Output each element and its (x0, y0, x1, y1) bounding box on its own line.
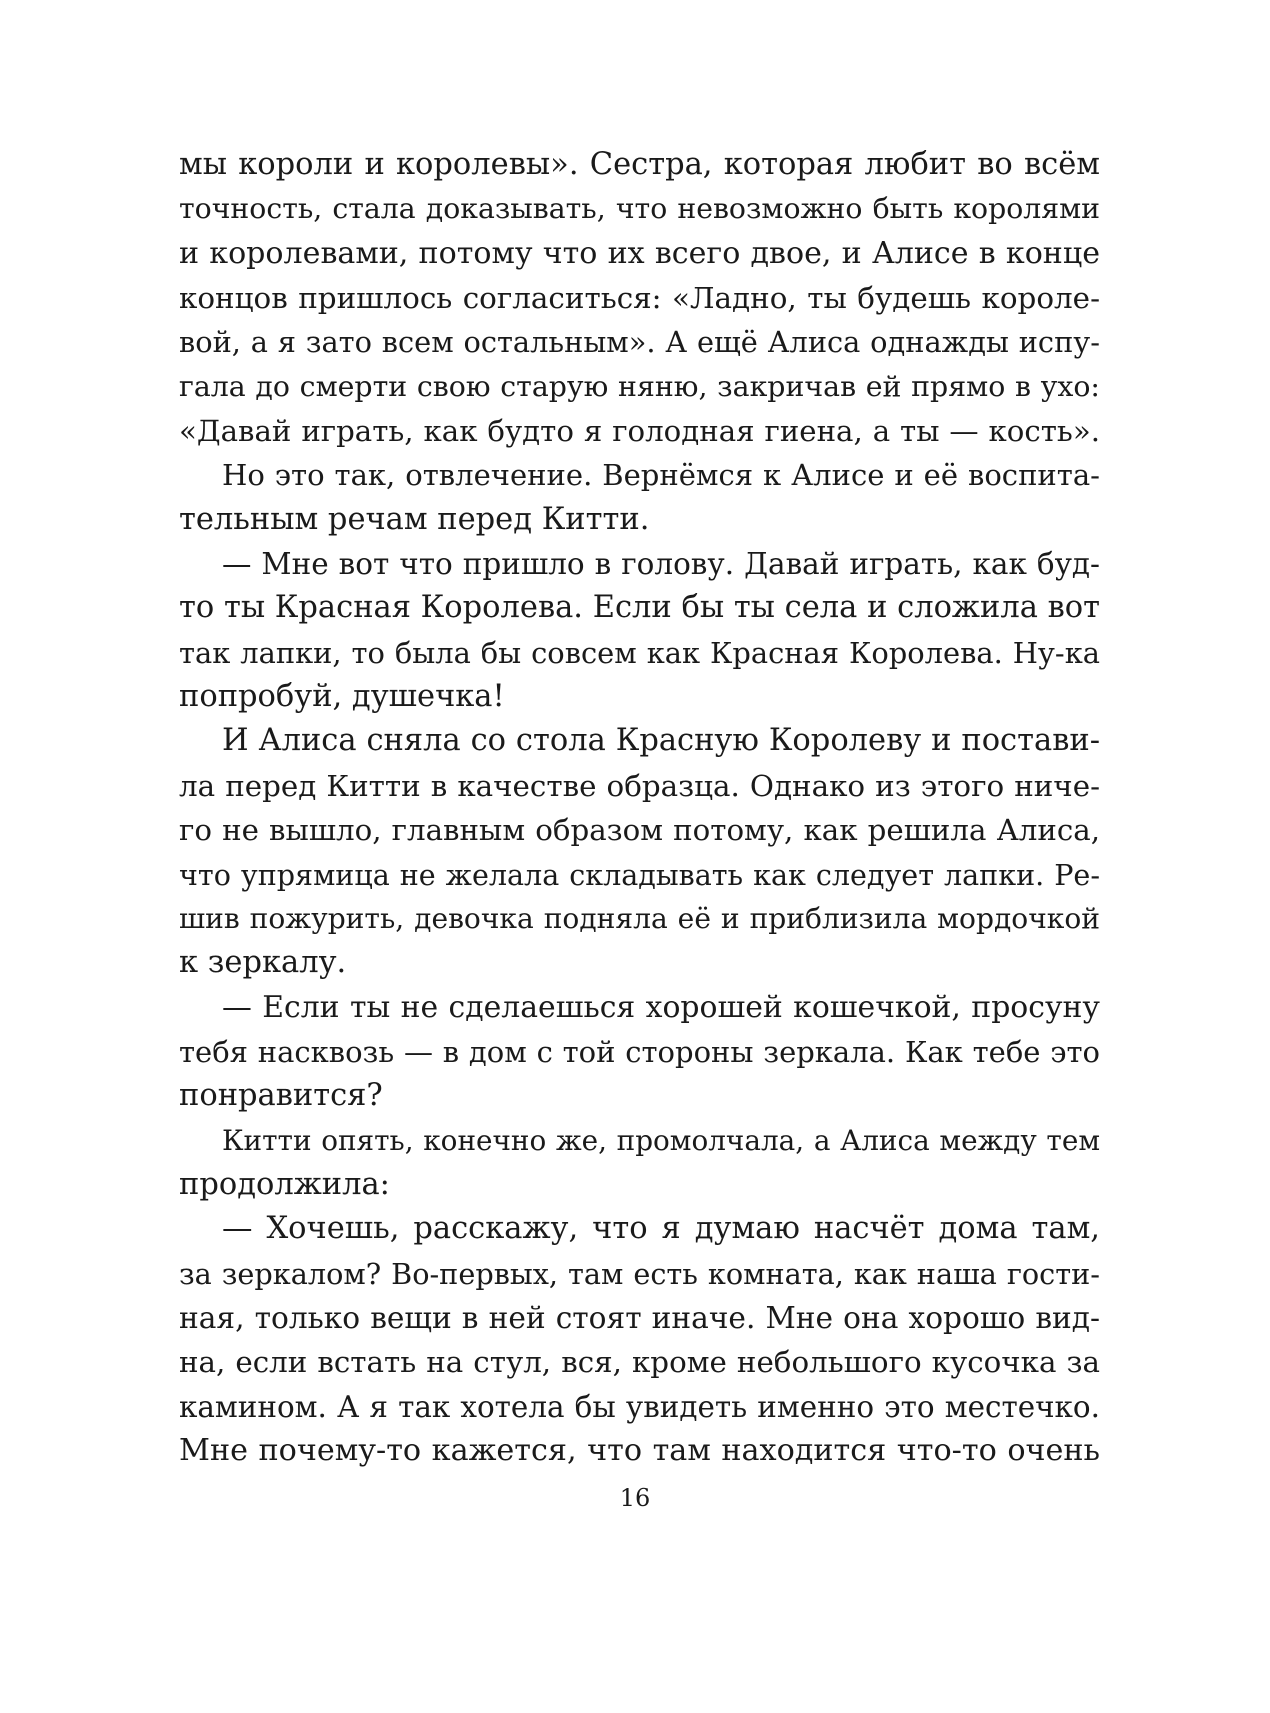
text-line: ла перед Китти в качестве образца. Однако из этого ниче- (179, 768, 1100, 803)
text-line: шив пожурить, девочка подняла её и приблизила мордочкой (179, 901, 1100, 935)
text-line: Мне почему-то кажется, что там находится что-то очень (179, 1432, 1100, 1468)
text-line: го не вышло, главным образом потому, как решила Алиса, (179, 813, 1100, 848)
text-line: камином. А я так хотела бы увидеть именно это местечко. (179, 1389, 1100, 1424)
text-line: И Алиса сняла со стола Красную Королеву и постави- (222, 723, 1100, 759)
text-line: что упрямица не желала складывать как следует лапки. Ре- (179, 857, 1100, 892)
text-line: то ты Красная Королева. Если бы ты села и сложила вот (179, 590, 1100, 626)
text-line: и королевами, потому что их всего двое, и Алисе в конце (179, 235, 1100, 271)
text-line: за зеркалом? Во-первых, там есть комната, как наша гости- (179, 1256, 1100, 1291)
text-line: «Давай играть, как будто я голодная гиена, а ты — кость». (179, 414, 1100, 449)
text-line: к зеркалу. (179, 945, 347, 981)
text-line: концов пришлось согласиться: «Ладно, ты будешь короле- (179, 281, 1100, 316)
text-line: — Хочешь, расскажу, что я думаю насчёт дома там, (222, 1211, 1100, 1247)
text-line: Китти опять, конечно же, промолчала, а Алиса между тем (222, 1123, 1100, 1157)
text-line: так лапки, то была бы совсем как Красная Королева. Ну-ка (179, 635, 1100, 670)
text-line: мы короли и королевы». Сестра, которая любит во всём (179, 147, 1100, 182)
text-line: продолжила: (179, 1166, 390, 1202)
body-text (179, 143, 1100, 1473)
text-line: понравится? (179, 1078, 383, 1114)
text-line: точность, стала доказывать, что невозможно быть королями (179, 192, 1100, 226)
text-line: ная, только вещи в ней стоят иначе. Мне она хорошо вид- (179, 1299, 1100, 1335)
text-line: вой, а я зато всем остальным». А ещё Алиса однажды испу- (179, 325, 1100, 360)
text-line: Но это так, отвлечение. Вернёмся к Алисе и её воспита- (222, 458, 1100, 493)
text-line: попробуй, душечка! (179, 679, 505, 715)
text-line: на, если встать на стул, вся, кроме небольшого кусочка за (179, 1345, 1100, 1380)
text-line: — Мне вот что пришло в голову. Давай играть, как буд- (222, 547, 1100, 582)
text-line: тебя насквозь — в дом с той стороны зеркала. Как тебе это (179, 1034, 1100, 1069)
page-number: 16 (619, 1484, 651, 1512)
text-line: тельным речам перед Китти. (179, 501, 650, 537)
text-line: гала до смерти свою старую няню, закричав ей прямо в ухо: (179, 369, 1100, 403)
text-line: — Если ты не сделаешься хорошей кошечкой, просуну (222, 989, 1100, 1025)
